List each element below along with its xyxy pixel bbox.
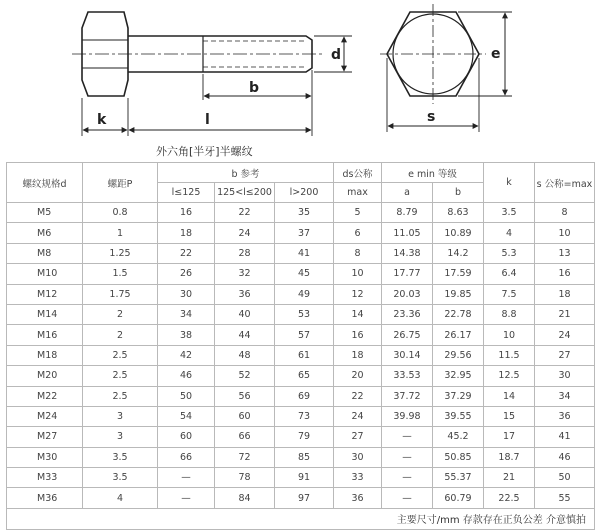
dim-e-label: e [491,46,501,62]
header-b-sub-3: l>200 [275,183,334,203]
table-row [7,468,595,488]
table-cell: 56 [215,386,275,406]
table-cell: 91 [275,468,334,488]
table-cell: 2.5 [83,366,158,386]
table-row [7,203,595,223]
header-e-sub-a: a [382,183,433,203]
table-header [7,163,595,203]
table-cell: 36 [334,488,382,508]
table-cell: 10 [484,325,535,345]
table-cell: 20 [334,366,382,386]
table-cell: 17.59 [433,264,484,284]
table-cell: 44 [215,325,275,345]
table-cell: 36 [215,284,275,304]
table-row [7,264,595,284]
table-cell: 35 [275,203,334,223]
table-cell: 22 [215,203,275,223]
table-cell: 79 [275,427,334,447]
table-cell-size: M22 [7,386,83,406]
table-cell: 6.4 [484,264,535,284]
table-cell: 8.79 [382,203,433,223]
table-cell: 69 [275,386,334,406]
table-cell: 0.8 [83,203,158,223]
table-cell: 42 [158,345,215,365]
table-cell: 46 [158,366,215,386]
table-cell-size: M12 [7,284,83,304]
table-cell: 52 [215,366,275,386]
bolt-end-view [380,4,486,104]
table-cell: 28 [215,243,275,263]
table-cell: 4 [484,223,535,243]
table-cell: 73 [275,406,334,426]
table-cell: 57 [275,325,334,345]
table-cell: 38 [158,325,215,345]
table-cell: 24 [334,406,382,426]
table-cell: 65 [275,366,334,386]
header-ds-group: ds公称 [334,163,382,183]
table-cell: 39.98 [382,406,433,426]
table-row [7,427,595,447]
table-cell: 32 [215,264,275,284]
table-row [7,325,595,345]
table-cell: 39.55 [433,406,484,426]
table-cell: 18 [535,284,595,304]
table-cell: 30 [158,284,215,304]
dim-s-label: s [427,109,436,125]
table-body [7,203,595,509]
drawing-caption: 外六角[半牙]半螺纹 [156,145,253,158]
table-cell: 8 [334,243,382,263]
table-cell: 40 [215,304,275,324]
table-cell: 45 [275,264,334,284]
table-cell: 33 [334,468,382,488]
table-cell: 5.3 [484,243,535,263]
header-pitch: 螺距P [83,163,158,203]
table-cell-size: M14 [7,304,83,324]
table-cell: 29.56 [433,345,484,365]
table-cell: 20.03 [382,284,433,304]
table-cell: 8.63 [433,203,484,223]
table-cell: — [382,488,433,508]
bolt-spec-table [6,162,595,530]
table-cell: 26.75 [382,325,433,345]
table-cell: 50.85 [433,447,484,467]
table-cell: 18 [158,223,215,243]
table-cell: 37 [275,223,334,243]
header-b-sub-1: l≤125 [158,183,215,203]
table-cell: 24 [215,223,275,243]
table-cell: 66 [158,447,215,467]
table-cell: 22.78 [433,304,484,324]
table-cell: 2 [83,325,158,345]
table-cell: 36 [535,406,595,426]
table-cell: 60.79 [433,488,484,508]
table-cell: 37.29 [433,386,484,406]
table-cell: 41 [535,427,595,447]
table-cell: 60 [215,406,275,426]
table-cell: 55.37 [433,468,484,488]
table-cell: 26.17 [433,325,484,345]
table-cell: 78 [215,468,275,488]
header-b-sub-2: 125<l≤200 [215,183,275,203]
table-cell: 21 [535,304,595,324]
table-cell: — [158,468,215,488]
table-cell: 7.5 [484,284,535,304]
table-cell: — [382,427,433,447]
table-cell: 18 [334,345,382,365]
table-cell: 22 [334,386,382,406]
table-cell: 48 [215,345,275,365]
table-cell: 11.05 [382,223,433,243]
table-cell: 22.5 [484,488,535,508]
table-cell: 3 [83,427,158,447]
table-cell: 1.75 [83,284,158,304]
table-cell: 1.5 [83,264,158,284]
table-cell: 21 [484,468,535,488]
table-cell: 32.95 [433,366,484,386]
table-cell: 13 [535,243,595,263]
table-cell: 46 [535,447,595,467]
header-e-sub-b: b [433,183,484,203]
table-cell: 55 [535,488,595,508]
table-row [7,243,595,263]
table-cell: 12.5 [484,366,535,386]
header-size: 螺纹规格d [7,163,83,203]
table-cell: 2.5 [83,345,158,365]
table-cell: 19.85 [433,284,484,304]
table-cell: 4 [83,488,158,508]
table-cell: 60 [158,427,215,447]
table-cell: 10.89 [433,223,484,243]
table-cell: — [382,447,433,467]
header-k: k [484,163,535,203]
table-cell: 41 [275,243,334,263]
table-cell-size: M18 [7,345,83,365]
table-cell: 27 [535,345,595,365]
dim-b-label: b [249,80,260,96]
table-cell: 10 [535,223,595,243]
table-row [7,366,595,386]
table-cell: 84 [215,488,275,508]
table-cell: 8.8 [484,304,535,324]
table-row [7,447,595,467]
table-cell-size: M10 [7,264,83,284]
table-cell-size: M33 [7,468,83,488]
table-cell: 66 [215,427,275,447]
table-cell: 30.14 [382,345,433,365]
table-cell: 54 [158,406,215,426]
table-cell: 2 [83,304,158,324]
table-cell: 3.5 [484,203,535,223]
table-cell-size: M24 [7,406,83,426]
table-cell: 85 [275,447,334,467]
table-cell: 11.5 [484,345,535,365]
table-cell: 72 [215,447,275,467]
table-cell: 14 [334,304,382,324]
header-e-group: e min 等级 [382,163,484,183]
header-s: s 公称=max [535,163,595,203]
table-cell: 10 [334,264,382,284]
table-cell: 34 [535,386,595,406]
table-cell: 27 [334,427,382,447]
table-row [7,304,595,324]
table-cell: 37.72 [382,386,433,406]
table-cell: — [158,488,215,508]
dim-l-label: l [205,112,210,128]
table-row [7,345,595,365]
table-cell: 33.53 [382,366,433,386]
table-cell: 53 [275,304,334,324]
table-cell: 3.5 [83,447,158,467]
table-cell: 22 [158,243,215,263]
table-cell: 18.7 [484,447,535,467]
table-cell: 30 [334,447,382,467]
table-cell-size: M5 [7,203,83,223]
table-row [7,284,595,304]
table-cell: 26 [158,264,215,284]
table-cell: 97 [275,488,334,508]
table-cell: 3.5 [83,468,158,488]
table-cell: 45.2 [433,427,484,447]
table-cell: 17 [484,427,535,447]
table-cell-size: M36 [7,488,83,508]
table-cell: 23.36 [382,304,433,324]
table-cell-size: M8 [7,243,83,263]
table-cell: 16 [334,325,382,345]
table-cell: 1.25 [83,243,158,263]
table-cell: 15 [484,406,535,426]
table-cell: 14.38 [382,243,433,263]
table-cell: 30 [535,366,595,386]
table-cell: 1 [83,223,158,243]
table-row [7,223,595,243]
table-row [7,488,595,508]
table-cell: 34 [158,304,215,324]
bolt-technical-drawing [0,0,600,160]
table-row [7,406,595,426]
table-cell: 24 [535,325,595,345]
table-cell-size: M6 [7,223,83,243]
table-cell: 50 [158,386,215,406]
table-cell: — [382,468,433,488]
header-ds-sub: max [334,183,382,203]
dim-d-label: d [331,47,342,63]
table-cell: 3 [83,406,158,426]
table-cell: 50 [535,468,595,488]
table-cell: 5 [334,203,382,223]
table-row [7,386,595,406]
table-cell-size: M27 [7,427,83,447]
table-cell: 61 [275,345,334,365]
table-cell: 14 [484,386,535,406]
table-cell: 16 [158,203,215,223]
table-cell: 8 [535,203,595,223]
table-cell: 12 [334,284,382,304]
table-footer-note: 主要尺寸/mm 存款存在正负公差 介意慎拍 [7,508,595,529]
dim-k-label: k [97,112,107,128]
table-cell-size: M30 [7,447,83,467]
table-cell: 17.77 [382,264,433,284]
header-b-group: b 参考 [158,163,334,183]
table-cell: 49 [275,284,334,304]
table-cell-size: M16 [7,325,83,345]
table-cell: 16 [535,264,595,284]
table-cell-size: M20 [7,366,83,386]
table-cell: 14.2 [433,243,484,263]
table-cell: 2.5 [83,386,158,406]
table-cell: 6 [334,223,382,243]
